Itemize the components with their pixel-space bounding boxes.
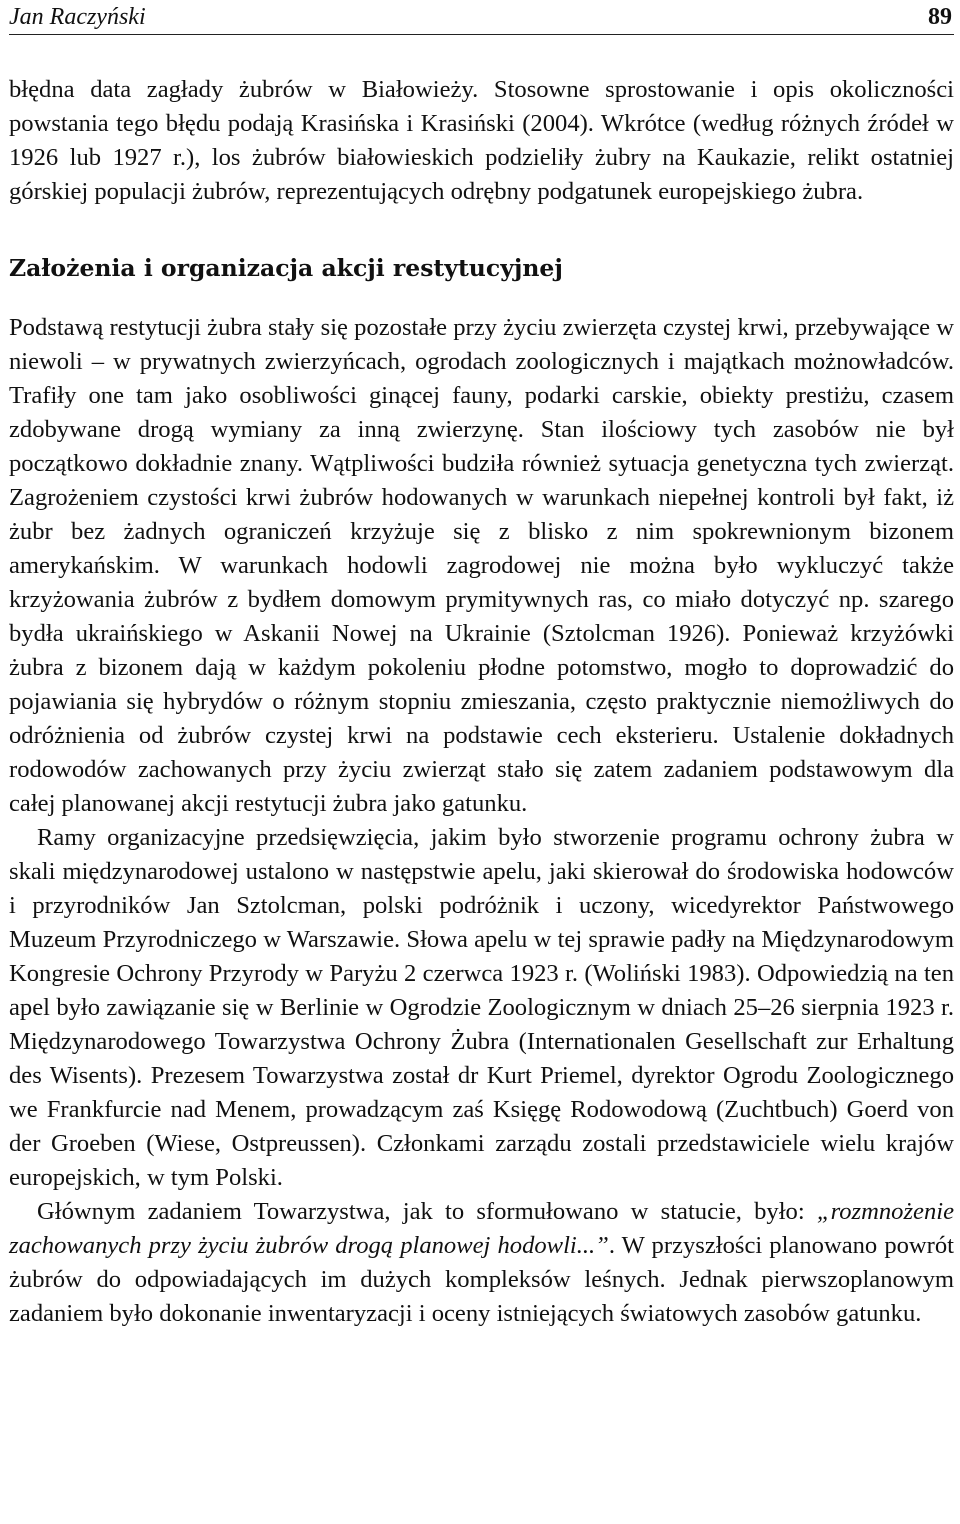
continued-paragraph: błędna data zagłady żubrów w Białowieży. Stosowne sprostowanie i opis okoliczności powstania tego błędu podają Krasińska i Krasiński (2004). Wkrótce (według różnych źródeł w 1926 lub 1927 r.), los żubrów białowieskich podzieliły żubry na Kaukazie, relikt ostatniej górskiej populacji żubrów, reprezentujących odrębny podgatunek europejskiego żubra. — [9, 76, 954, 205]
body-paragraph-with-quote — [9, 1195, 954, 1331]
running-header — [9, 2, 954, 35]
running-head-author: Jan Raczyński — [9, 4, 146, 30]
body-paragraph: Ramy organizacyjne przedsięwzięcia, jakim było stworzenie programu ochrony żubra w skali międzynarodowej ustalono w następstwie apelu, jaki skierował do środowiska hodowców i przyrodników Jan Sztolcman, polski podróżnik i uczony, wicedyrektor Państwowego Muzeum Przyrodniczego w Warszawie. Słowa apelu w tej sprawie padły na Międzynarodowym Kongresie Ochrony Przyrody w Paryżu 2 czerwca 1923 r. (Woliński 1983). Odpowiedzią na ten apel było zawiązanie się w Berlinie w Ogrodzie Zoologicznym w dniach 25–26 sierpnia 1923 r. Międzynarodowego Towarzystwa Ochrony Żubra (Internationalen Gesellschaft zur Erhaltung des Wisents). Prezesem Towarzystwa został dr Kurt Priemel, dyrektor Ogrodu Zoologicznego we Frankfurcie nad Menem, prowadzącym zaś Księgę Rodowodową (Zuchtbuch) Goerd von der Groeben (Wiese, Ostpreussen). Członkami zarządu zostali przedstawiciele wielu krajów europejskich, w tym Polski. — [9, 824, 954, 1191]
section-heading: Założenia i organizacja akcji restytucyjnej — [9, 254, 563, 282]
paragraph-lead-text: Głównym zadaniem Towarzystwa, jak to sformułowano w statucie, było: — [37, 1198, 817, 1225]
book-page — [9, 0, 954, 1331]
statute-quote: „rozmnożenie zachowanych przy życiu żubrów drogą planowej hodowli...” — [9, 1198, 954, 1259]
body-paragraph: Podstawą restytucji żubra stały się pozostałe przy życiu zwierzęta czystej krwi, przebywające w niewoli – w prywatnych zwierzyńcach, ogrodach zoologicznych i majątkach możnowładców. Trafiły one tam jako osobliwości ginącej fauny, podarki carskie, obiekty prestiżu, czasem zdobywane drogą wymiany za inną zwierzynę. Stan ilościowy tych zasobów nie był początkowo dokładnie znany. Wątpliwości budziła również sytuacja genetyczna tych zwierząt. Zagrożeniem czystości krwi żubrów hodowanych w warunkach niepełnej kontroli był fakt, iż żubr bez żadnych ograniczeń krzyżuje się z blisko z nim spokrewnionym bizonem amerykańskim. W warunkach hodowli zagrodowej nie można było wykluczyć także krzyżowania żubrów z bydłem domowym prymitywnych ras, co miało dotyczyć np. szarego bydła ukraińskiego w Askanii Nowej na Ukrainie (Sztolcman 1926). Ponieważ krzyżówki żubra z bizonem dają w każdym pokoleniu płodne potomstwo, mogło to doprowadzić do pojawiania się hybrydów o różnym stopniu zmieszania, często praktycznie niemożliwych do odróżnienia od żubrów czystej krwi na podstawie cech eksterieru. Ustalenie dokładnych rodowodów zachowanych przy życiu zwierząt stało się zatem zadaniem podstawowym dla całej planowanej akcji restytucji żubra jako gatunku. — [9, 314, 954, 817]
page-number: 89 — [928, 4, 952, 30]
paragraph-rest-text: . W przyszłości planowano powrót żubrów do odpowiadających im dużych kompleksów leśnych. Jednak pierwszoplanowym zadaniem było dokonanie inwentaryzacji i oceny istniejących światowych zasobów gatunku. — [9, 1232, 954, 1327]
